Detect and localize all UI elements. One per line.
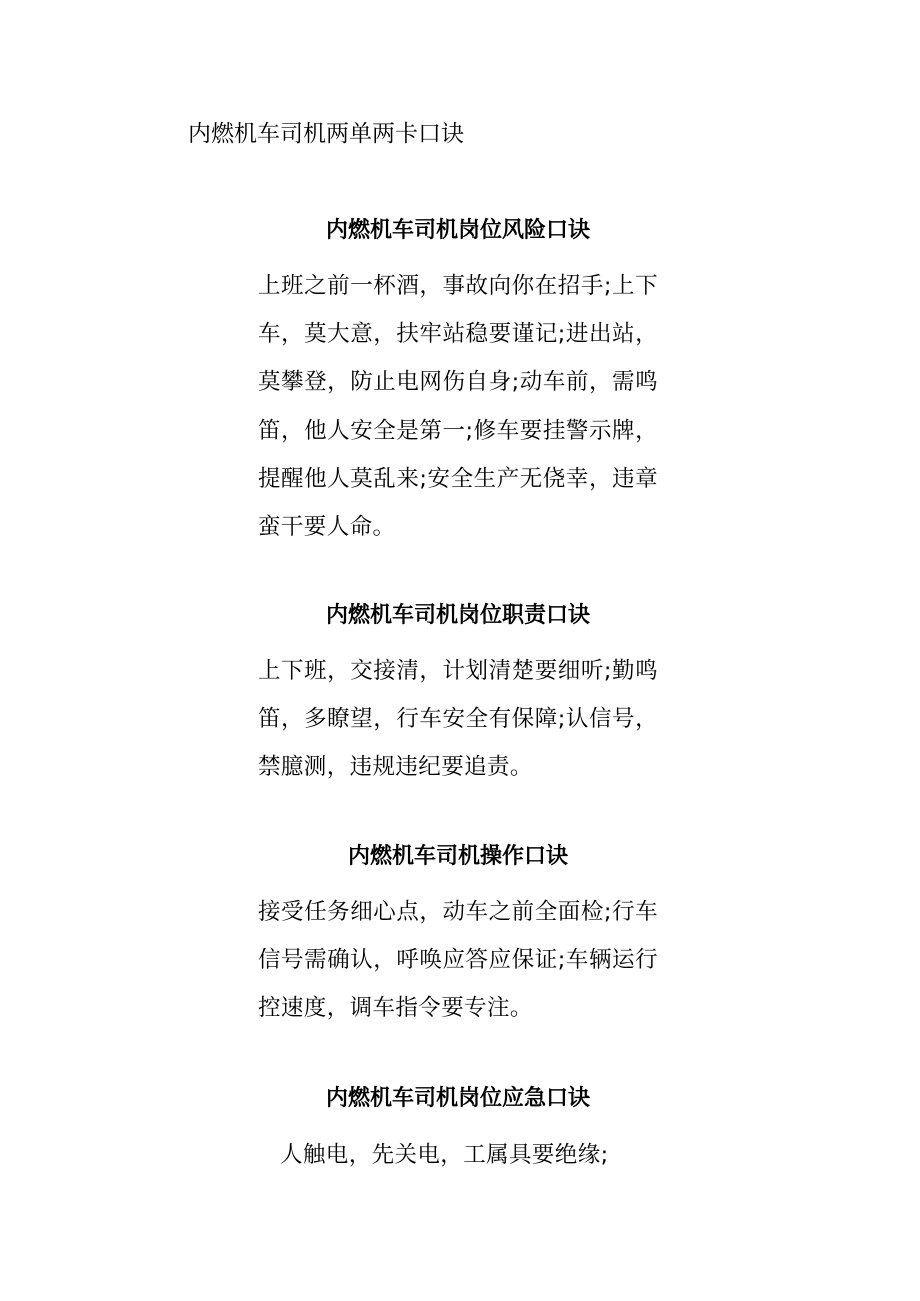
- section-body: 上班之前一杯酒，事故向你在招手;上下车，莫大意，扶牢站稳要谨记;进出站，莫攀登，防止电网伤自身;动车前，需鸣笛，他人安全是第一;修车要挂警示牌，提醒他人莫乱来;安全生产无侥幸，违章蛮干要人命。: [258, 273, 658, 541]
- section-body: 接受任务细心点，动车之前全面检;行车信号需确认，呼唤应答应保证;车辆运行控速度，调车指令要专注。: [258, 899, 658, 1022]
- section-operation: [258, 841, 658, 1033]
- section-emergency: [258, 1083, 658, 1179]
- document-title: 内燃机车司机两单两卡口诀: [188, 121, 464, 147]
- section-body: 人触电，先关电，工属具要绝缘;: [280, 1142, 609, 1168]
- section-heading: 内燃机车司机岗位应急口诀: [325, 1086, 590, 1111]
- section-risk: [258, 215, 658, 551]
- section-heading: 内燃机车司机岗位风险口诀: [325, 218, 590, 243]
- section-heading: 内燃机车司机操作口诀: [347, 844, 568, 869]
- section-heading: 内燃机车司机岗位职责口诀: [325, 603, 590, 628]
- section-duty: [258, 600, 658, 792]
- section-body: 上下班，交接清，计划清楚要细听;勤鸣笛，多瞭望，行车安全有保障;认信号，禁臆测，违规违纪要追责。: [258, 658, 658, 781]
